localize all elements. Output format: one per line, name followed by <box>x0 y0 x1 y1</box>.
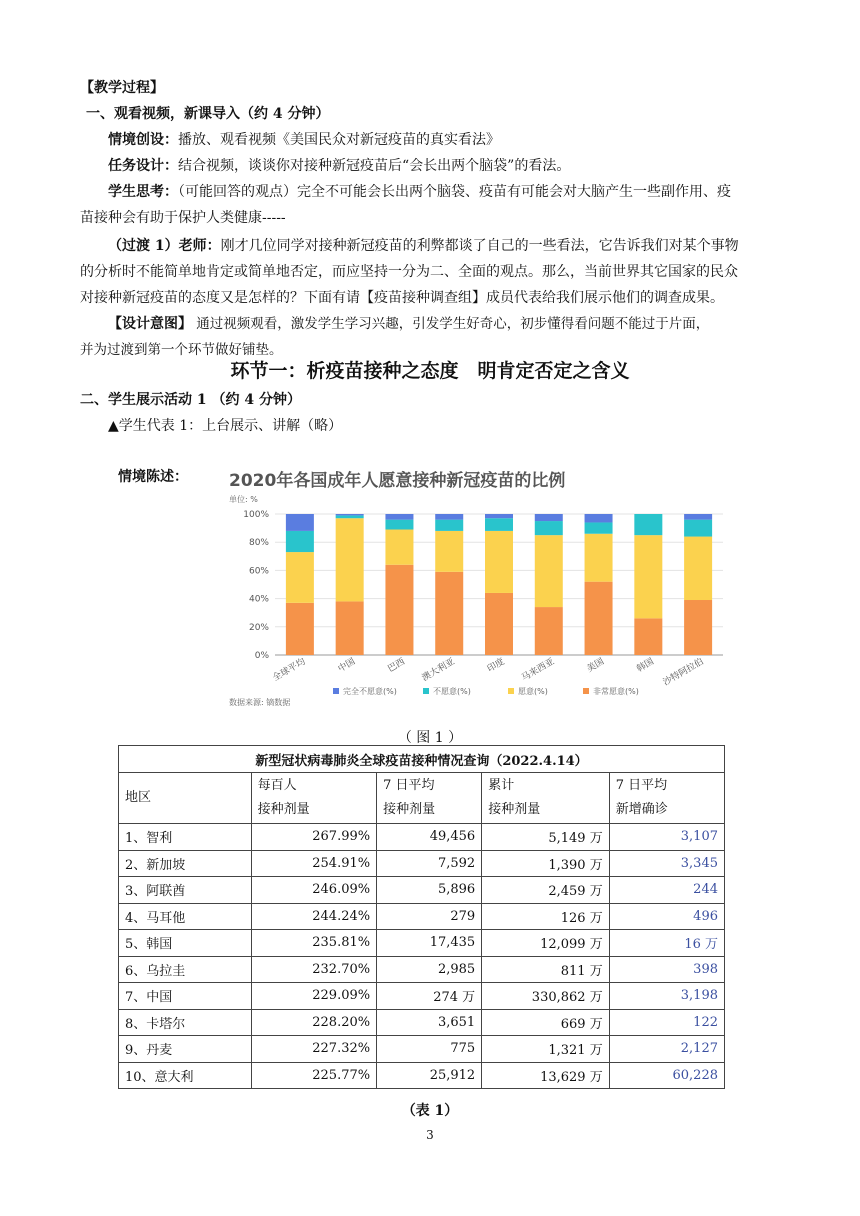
x-tick-label: 沙特阿拉伯 <box>661 656 706 689</box>
bar-segment <box>585 514 613 522</box>
header-total-doses-l2: 接种剂量 <box>488 802 541 817</box>
table-caption: （表 1） <box>401 1103 459 1119</box>
x-tick-label: 巴西 <box>386 656 407 675</box>
bar-segment <box>336 518 364 601</box>
cell-total-doses: 126 万 <box>482 903 610 930</box>
cell-7day-cases: 60,228 <box>609 1062 724 1089</box>
transition-line1 <box>108 236 739 256</box>
y-tick-label: 80% <box>248 538 269 549</box>
bar-segment <box>435 514 463 520</box>
cell-per-hundred: 232.70% <box>251 956 376 983</box>
cell-per-hundred: 244.24% <box>251 903 376 930</box>
transition-label: （过渡 1）老师： <box>108 238 221 254</box>
cell-region: 7、中国 <box>119 983 252 1010</box>
bar-segment <box>385 520 413 530</box>
header-total-doses-l1: 累计 <box>488 778 515 793</box>
bar-segment <box>485 593 513 655</box>
teaching-process-heading: 【教学过程】 <box>80 80 164 96</box>
header-total-doses <box>482 773 610 824</box>
legend-swatch <box>508 688 514 694</box>
cell-7day-doses: 49,456 <box>377 824 482 851</box>
x-tick-label: 美国 <box>585 656 607 675</box>
x-tick-label: 印度 <box>485 656 507 675</box>
think-paragraph-line1 <box>108 182 731 202</box>
bar-segment <box>286 531 314 552</box>
design-intent-line1 <box>108 314 709 334</box>
situation-label: 情境陈述： <box>118 469 188 485</box>
chart-source: 数据来源: 镝数据 <box>229 698 291 707</box>
cell-per-hundred: 227.32% <box>251 1036 376 1063</box>
chart-bars <box>286 514 712 655</box>
scene-text: 播放、观看视频《美国民众对新冠疫苗的真实看法》 <box>178 132 500 148</box>
cell-7day-doses: 7,592 <box>377 850 482 877</box>
table-body <box>119 824 725 1089</box>
scene-label: 情境创设： <box>108 132 178 148</box>
figure-caption: （ 图 1 ） <box>397 730 463 746</box>
cell-total-doses: 13,629 万 <box>482 1062 610 1089</box>
cell-total-doses: 811 万 <box>482 956 610 983</box>
bar-segment <box>435 531 463 572</box>
cell-region: 10、意大利 <box>119 1062 252 1089</box>
header-7day-cases-l2: 新增确诊 <box>615 802 668 817</box>
cell-region: 5、韩国 <box>119 930 252 957</box>
cell-7day-cases: 496 <box>609 903 724 930</box>
bar-segment <box>336 515 364 518</box>
header-per-hundred-l1: 每百人 <box>257 778 297 793</box>
bar-segment <box>435 520 463 531</box>
chart-x-axis <box>270 655 705 688</box>
bar-segment <box>684 600 712 655</box>
bar-segment <box>286 603 314 655</box>
bar-segment <box>684 514 712 520</box>
part2-heading: 二、学生展示活动 1 （约 4 分钟） <box>80 392 301 408</box>
legend-label: 愿意(%) <box>518 687 548 696</box>
design-intent-line2: 并为过渡到第一个环节做好铺垫。 <box>80 342 283 358</box>
cell-7day-cases: 122 <box>609 1009 724 1036</box>
section-title: 环节一：析疫苗接种之态度 明肯定否定之含义 <box>230 360 630 382</box>
cell-region: 6、乌拉圭 <box>119 956 252 983</box>
cell-total-doses: 5,149 万 <box>482 824 610 851</box>
header-region-label: 地区 <box>125 790 152 805</box>
cell-region: 8、卡塔尔 <box>119 1009 252 1036</box>
task-paragraph <box>108 156 570 176</box>
legend-label: 不愿意(%) <box>433 687 471 696</box>
cell-total-doses: 669 万 <box>482 1009 610 1036</box>
bar-segment <box>585 522 613 533</box>
cell-per-hundred: 229.09% <box>251 983 376 1010</box>
cell-7day-cases: 398 <box>609 956 724 983</box>
cell-7day-cases: 3,107 <box>609 824 724 851</box>
cell-total-doses: 1,321 万 <box>482 1036 610 1063</box>
cell-7day-doses: 274 万 <box>377 983 482 1010</box>
cell-per-hundred: 246.09% <box>251 877 376 904</box>
x-tick-label: 中国 <box>336 656 358 675</box>
bar-segment <box>485 518 513 531</box>
table-header-row <box>119 773 725 824</box>
transition-line3: 对接种新冠疫苗的态度又是怎样的？下面有请【疫苗接种调查组】成员代表给我们展示他们的调查成果。 <box>80 290 724 306</box>
think-paragraph-line2: 苗接种会有助于保护人类健康----- <box>80 210 286 226</box>
cell-region: 1、智利 <box>119 824 252 851</box>
vaccine-willingness-chart <box>223 464 727 710</box>
header-7day-cases-l1: 7 日平均 <box>615 778 668 793</box>
bar-segment <box>535 607 563 655</box>
legend-label: 完全不愿意(%) <box>343 687 397 696</box>
chart-svg <box>223 464 727 710</box>
task-label: 任务设计： <box>108 158 178 174</box>
cell-total-doses: 12,099 万 <box>482 930 610 957</box>
x-tick-label: 马来西亚 <box>520 656 557 684</box>
x-tick-label: 澳大利亚 <box>420 656 457 684</box>
legend-swatch <box>423 688 429 694</box>
cell-7day-doses: 775 <box>377 1036 482 1063</box>
table-row <box>119 824 725 851</box>
bar-segment <box>485 514 513 518</box>
bar-segment <box>535 535 563 607</box>
header-7day-doses-l2: 接种剂量 <box>383 802 436 817</box>
vaccination-table <box>118 745 725 1089</box>
transition-text1: 刚才几位同学对接种新冠疫苗的利弊都谈了自己的一些看法，它告诉我们对某个事物 <box>220 238 739 254</box>
cell-7day-doses: 2,985 <box>377 956 482 983</box>
chart-y-axis <box>243 510 269 661</box>
bar-segment <box>684 520 712 537</box>
cell-7day-cases: 16 万 <box>609 930 724 957</box>
cell-7day-doses: 5,896 <box>377 877 482 904</box>
page-number: 3 <box>426 1128 434 1142</box>
header-per-hundred <box>251 773 376 824</box>
bar-segment <box>585 582 613 655</box>
header-region <box>119 773 252 824</box>
y-tick-label: 40% <box>248 594 269 605</box>
cell-7day-doses: 17,435 <box>377 930 482 957</box>
bar-segment <box>385 514 413 520</box>
cell-per-hundred: 235.81% <box>251 930 376 957</box>
cell-per-hundred: 267.99% <box>251 824 376 851</box>
cell-7day-cases: 244 <box>609 877 724 904</box>
bar-segment <box>585 534 613 582</box>
table-row <box>119 903 725 930</box>
bar-segment <box>634 535 662 618</box>
table-row <box>119 1009 725 1036</box>
cell-7day-cases: 3,198 <box>609 983 724 1010</box>
cell-total-doses: 1,390 万 <box>482 850 610 877</box>
cell-7day-cases: 2,127 <box>609 1036 724 1063</box>
design-intent-text1: 通过视频观看，激发学生学习兴趣，引发学生好奇心，初步懂得看问题不能过于片面， <box>192 316 710 332</box>
table-row <box>119 983 725 1010</box>
legend-label: 非常愿意(%) <box>593 687 639 696</box>
legend-swatch <box>583 688 589 694</box>
x-tick-label: 韩国 <box>635 656 656 675</box>
cell-per-hundred: 225.77% <box>251 1062 376 1089</box>
table-row <box>119 850 725 877</box>
legend-swatch <box>333 688 339 694</box>
bar-segment <box>286 552 314 603</box>
think-text1: （可能回答的观点）完全不可能会长出两个脑袋、疫苗有可能会对大脑产生一些副作用、疫 <box>178 184 731 200</box>
cell-7day-doses: 3,651 <box>377 1009 482 1036</box>
cell-region: 4、马耳他 <box>119 903 252 930</box>
table-row <box>119 1036 725 1063</box>
cell-7day-cases: 3,345 <box>609 850 724 877</box>
y-tick-label: 60% <box>248 566 269 577</box>
cell-per-hundred: 228.20% <box>251 1009 376 1036</box>
bar-segment <box>336 514 364 515</box>
chart-title: 2020年各国成年人愿意接种新冠疫苗的比例 <box>229 471 566 491</box>
header-per-hundred-l2: 接种剂量 <box>257 802 310 817</box>
student-rep-line: ▲学生代表 1：上台展示、讲解（略） <box>108 418 343 434</box>
cell-region: 3、阿联酋 <box>119 877 252 904</box>
chart-unit-label: 单位: % <box>229 495 258 504</box>
y-tick-label: 0% <box>254 651 269 661</box>
bar-segment <box>634 618 662 655</box>
bar-segment <box>286 514 314 531</box>
bar-segment <box>485 531 513 593</box>
table-row <box>119 877 725 904</box>
table-row <box>119 956 725 983</box>
cell-7day-doses: 25,912 <box>377 1062 482 1089</box>
y-tick-label: 20% <box>248 622 269 633</box>
think-label: 学生思考： <box>108 184 178 200</box>
bar-segment <box>435 572 463 655</box>
bar-segment <box>684 537 712 600</box>
bar-segment <box>336 601 364 655</box>
cell-region: 9、丹麦 <box>119 1036 252 1063</box>
bar-segment <box>535 514 563 521</box>
transition-line2: 的分析时不能简单地肯定或简单地否定，而应坚持一分为二、全面的观点。那么，当前世界其它国家的民众 <box>80 264 738 280</box>
header-7day-cases <box>609 773 724 824</box>
cell-per-hundred: 254.91% <box>251 850 376 877</box>
bar-segment <box>385 565 413 655</box>
design-intent-label: 【设计意图】 <box>108 316 192 332</box>
cell-7day-doses: 279 <box>377 903 482 930</box>
x-tick-label: 全球平均 <box>271 656 308 684</box>
cell-total-doses: 2,459 万 <box>482 877 610 904</box>
part1-heading: 一、观看视频，新课导入（约 4 分钟） <box>86 106 330 122</box>
bar-segment <box>535 521 563 535</box>
table-row <box>119 930 725 957</box>
cell-total-doses: 330,862 万 <box>482 983 610 1010</box>
header-7day-doses <box>377 773 482 824</box>
table-row <box>119 1062 725 1089</box>
y-tick-label: 100% <box>243 510 269 520</box>
header-7day-doses-l1: 7 日平均 <box>383 778 435 793</box>
bar-segment <box>385 530 413 565</box>
task-text: 结合视频，谈谈你对接种新冠疫苗后“会长出两个脑袋”的看法。 <box>178 158 571 174</box>
scene-paragraph <box>108 130 500 150</box>
table-title: 新型冠状病毒肺炎全球疫苗接种情况查询（2022.4.14） <box>119 746 725 773</box>
bar-segment <box>634 514 662 535</box>
cell-region: 2、新加坡 <box>119 850 252 877</box>
chart-legend <box>333 686 639 696</box>
